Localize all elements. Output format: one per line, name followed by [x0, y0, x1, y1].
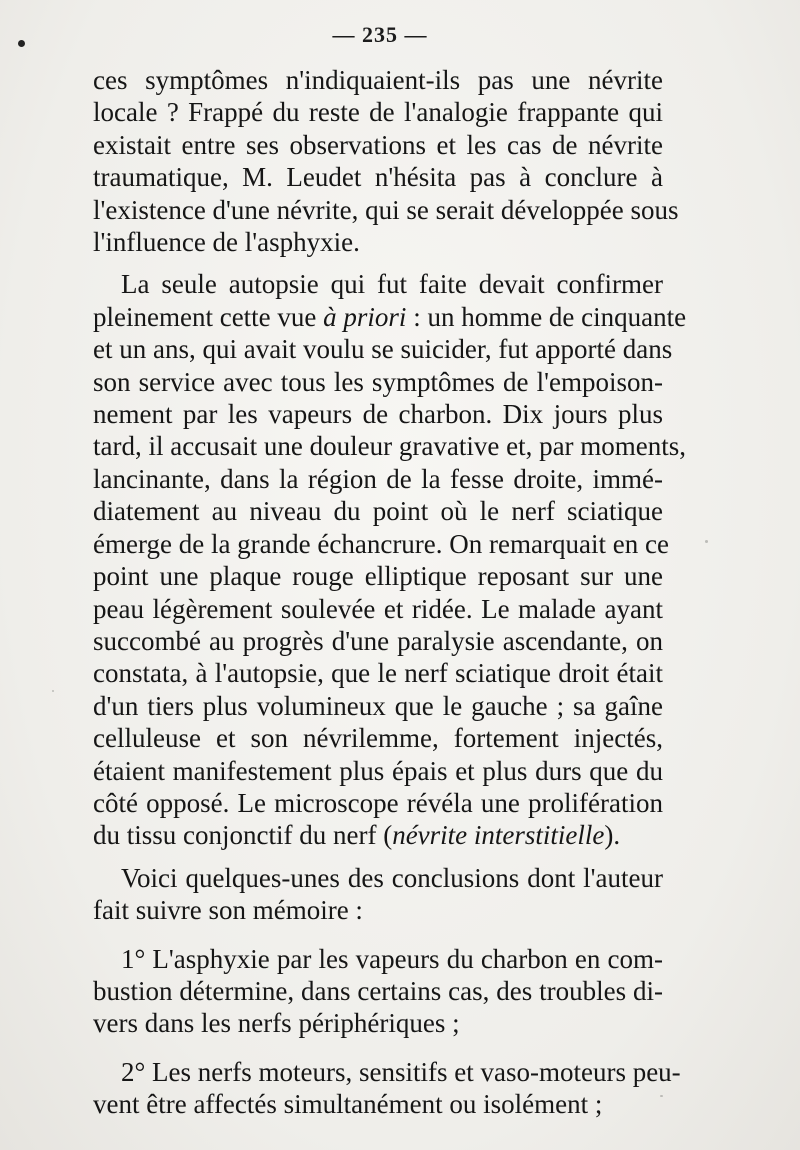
text-line: nement par les vapeurs de charbon. Dix jours plus — [93, 399, 663, 430]
text-line: émerge de la grande échancrure. On remarquait en ce — [93, 528, 669, 559]
text-line: vers dans les nerfs périphériques ; — [93, 1008, 460, 1039]
text-line: fait suivre son mémoire : — [93, 895, 363, 926]
text-line: vent être affectés simultanément ou isolément ; — [93, 1089, 603, 1120]
page-number: — 235 — — [332, 22, 428, 47]
paper-speck — [705, 540, 708, 543]
paragraph-1 — [93, 64, 679, 258]
text-line-with-emphasis — [93, 819, 663, 851]
text-line: ces symptômes n'indiquaient-ils pas une névrite — [93, 65, 663, 95]
conclusion-1 — [93, 943, 663, 1040]
text-line: La seule autopsie qui fut faite devait confirmer — [121, 269, 663, 300]
text-line-with-emphasis — [93, 301, 687, 333]
text-line: d'un tiers plus volumineux que le gauche ; sa gaîne — [93, 690, 663, 721]
paper-speck — [660, 1095, 663, 1097]
text-line: 2° Les nerfs moteurs, sensitifs et vaso-moteurs peu- — [121, 1056, 681, 1087]
text-line: tard, il accusait une douleur gravative et, par moments, — [93, 431, 687, 462]
text-line: Voici quelques-unes des conclusions dont l'auteur — [121, 862, 663, 893]
text-line: point une plaque rouge elliptique reposant sur une — [93, 561, 663, 592]
text-line: et un ans, qui avait voulu se suicider, fut apporté dans — [93, 334, 673, 365]
emphasis-a-priori: à priori — [323, 301, 407, 332]
text-line: 1° L'asphyxie par les vapeurs du charbon en com- — [121, 943, 663, 974]
text-fragment: pleinement cette vue — [93, 301, 324, 332]
text-line: locale ? Frappé du reste de l'analogie frappante qui — [93, 97, 663, 128]
text-fragment: : un homme de cinquante — [406, 301, 687, 332]
text-fragment: ). — [604, 820, 621, 851]
text-line: étaient manifestement plus épais et plus durs que du — [93, 755, 663, 786]
text-line: traumatique, M. Leudet n'hésita pas à conclure à — [93, 162, 663, 193]
conclusion-2 — [93, 1056, 681, 1121]
text-line: constata, à l'autopsie, que le nerf sciatique droit était — [93, 658, 663, 689]
emphasis-nevrite-interstitielle: névrite interstitielle — [392, 820, 605, 851]
text-line: côté opposé. Le microscope révéla une prolifération — [93, 787, 663, 818]
paragraph-2 — [93, 268, 687, 851]
text-line: bustion détermine, dans certains cas, des troubles di- — [93, 975, 663, 1006]
text-line: l'influence de l'asphyxie. — [93, 227, 360, 258]
paper-speck — [52, 690, 54, 692]
text-fragment: du tissu conjonctif du nerf ( — [93, 820, 393, 851]
text-line: l'existence d'une névrite, qui se serait développée sous — [93, 194, 679, 225]
text-line: succombé au progrès d'une paralysie ascendante, on — [93, 625, 663, 656]
text-line: existait entre ses observations et les cas de névrite — [93, 129, 663, 160]
text-line: celluleuse et son névrilemme, fortement injectés, — [93, 723, 663, 754]
text-line: diatement au niveau du point où le nerf sciatique — [93, 496, 663, 527]
paragraph-3 — [93, 862, 663, 927]
text-line: son service avec tous les symptômes de l'empoison- — [93, 366, 663, 397]
text-line: peau légèrement soulevée et ridée. Le malade ayant — [93, 593, 663, 624]
text-line: lancinante, dans la région de la fesse droite, immé- — [93, 463, 663, 494]
body-text — [93, 64, 687, 1121]
